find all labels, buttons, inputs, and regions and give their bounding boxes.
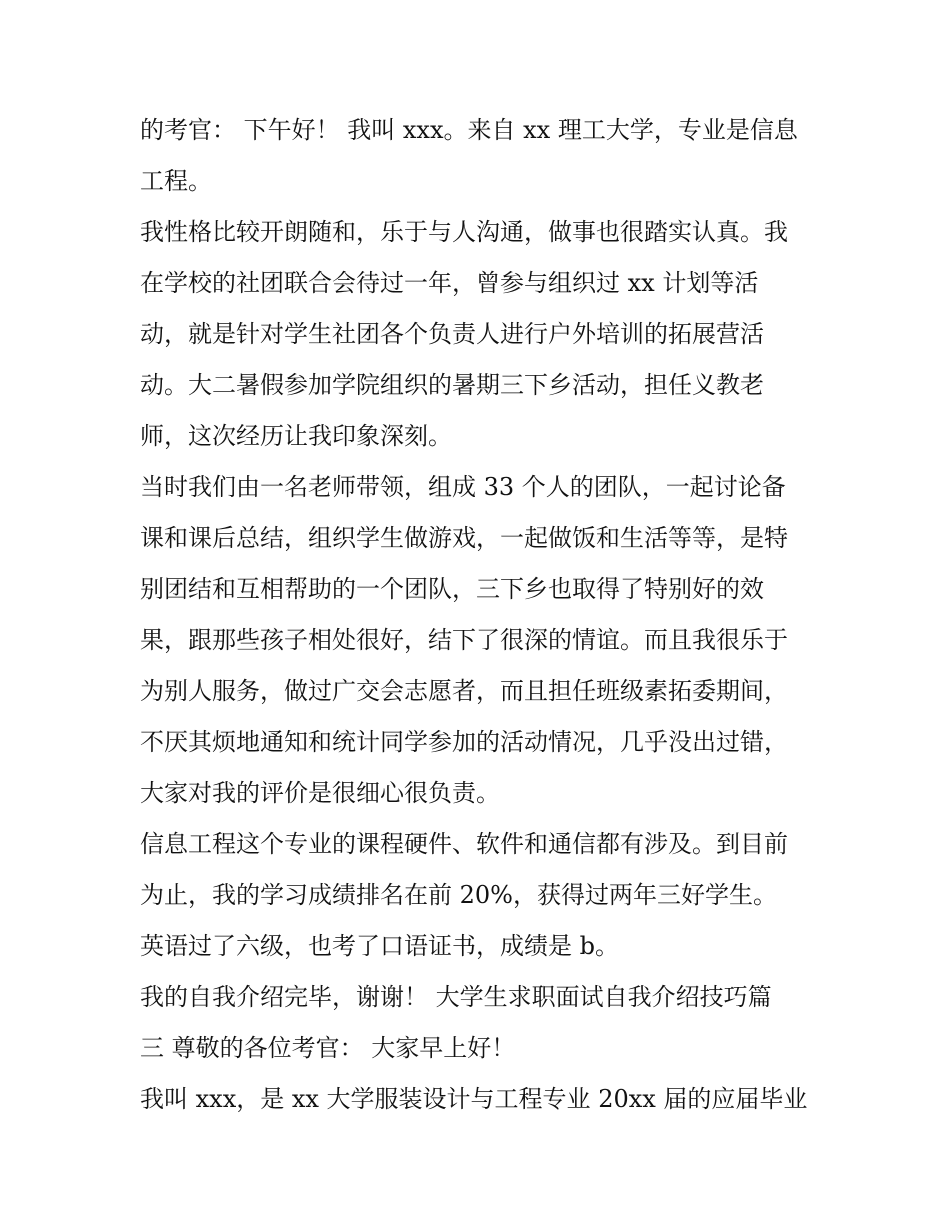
document-body [140, 105, 820, 1125]
text-line: 大家对我的评价是很细心很负责。 [140, 779, 500, 807]
text-line: 为别人服务，做过广交会志愿者，而且担任班级素拓委期间， [140, 677, 788, 705]
text-line: 课和课后总结，组织学生做游戏，一起做饭和生活等等，是特 [140, 524, 788, 552]
text-line: 我性格比较开朗随和，乐于与人沟通，做事也很踏实认真。我 [140, 218, 788, 246]
text-line: 我的自我介绍完毕，谢谢！ 大学生求职面试自我介绍技巧篇 [140, 983, 772, 1011]
text-line: 别团结和互相帮助的一个团队，三下乡也取得了特别好的效 [140, 575, 764, 603]
text-line: 工程。 [140, 167, 212, 195]
text-line: 为止，我的学习成绩排名在前 20%，获得过两年三好学生。 [140, 881, 777, 909]
text-line: 我叫 xxx，是 xx 大学服装设计与工程专业 20xx 届的应届毕业 [140, 1085, 808, 1113]
text-line: 不厌其烦地通知和统计同学参加的活动情况，几乎没出过错， [140, 728, 788, 756]
text-line: 动，就是针对学生社团各个负责人进行户外培训的拓展营活 [140, 320, 764, 348]
text-line: 信息工程这个专业的课程硬件、软件和通信都有涉及。到目前 [140, 830, 788, 858]
text-line: 在学校的社团联合会待过一年，曾参与组织过 xx 计划等活 [140, 269, 759, 297]
text-line: 三 尊敬的各位考官： 大家早上好！ [140, 1034, 516, 1062]
text-line: 英语过了六级，也考了口语证书，成绩是 b。 [140, 932, 619, 960]
text-line: 师，这次经历让我印象深刻。 [140, 422, 452, 450]
text-line: 当时我们由一名老师带领，组成 33 个人的团队，一起讨论备 [140, 473, 786, 501]
text-line: 动。大二暑假参加学院组织的暑期三下乡活动，担任义教老 [140, 371, 764, 399]
text-line: 的考官： 下午好！ 我叫 xxx。来自 xx 理工大学，专业是信息 [140, 116, 798, 144]
text-line: 果，跟那些孩子相处很好，结下了很深的情谊。而且我很乐于 [140, 626, 788, 654]
